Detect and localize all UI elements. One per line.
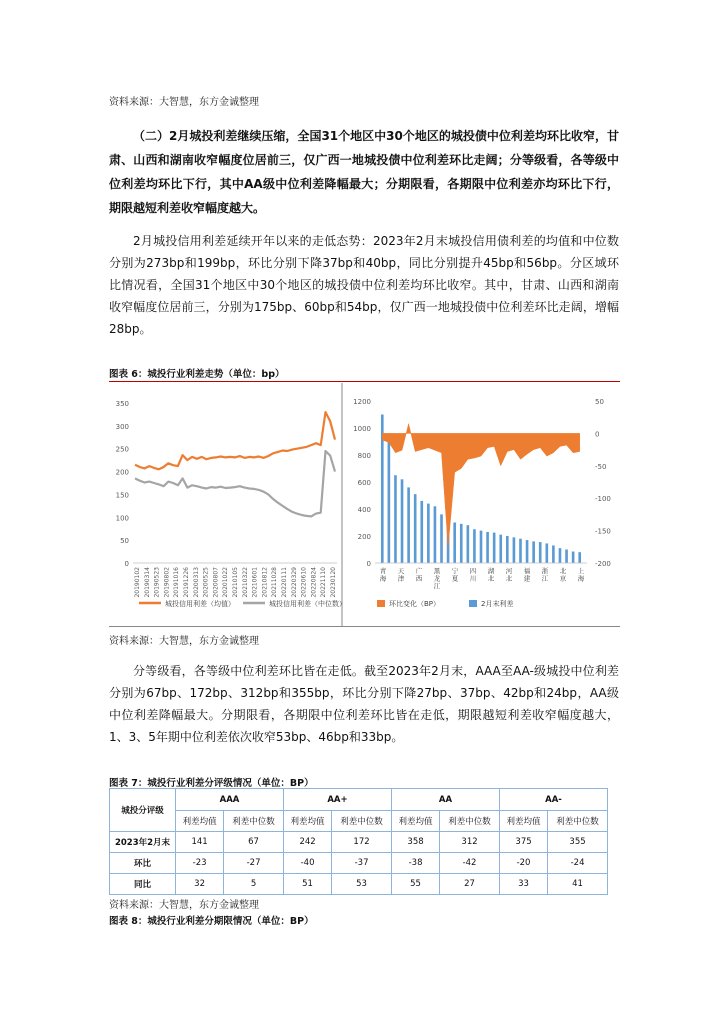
table-cell: 141 bbox=[176, 832, 224, 853]
table-cell: 242 bbox=[283, 832, 331, 853]
row-label: 2023年2月末 bbox=[110, 832, 176, 853]
bar bbox=[539, 542, 542, 563]
table-cell: 172 bbox=[332, 832, 392, 853]
x-tick-label: 20190802 bbox=[163, 567, 171, 598]
subhead-mean: 利差均值 bbox=[391, 811, 439, 832]
legend-swatch bbox=[469, 600, 477, 607]
grade-header-aa: AA bbox=[391, 789, 499, 811]
y-tick-label: 300 bbox=[115, 422, 129, 431]
figure-8-caption: 图表 8：城投行业利差分期限情况（单位：BP） bbox=[109, 916, 314, 927]
bar bbox=[394, 475, 397, 563]
x-tick-label: 20210601 bbox=[251, 567, 259, 598]
bar bbox=[552, 545, 555, 563]
table-cell: 5 bbox=[224, 874, 284, 895]
x-tick-label: 20220824 bbox=[310, 567, 318, 598]
source-note-top: 资料来源：大智慧，东方金诚整理 bbox=[109, 97, 259, 108]
table-row bbox=[110, 853, 608, 874]
row-label: 同比 bbox=[110, 874, 176, 895]
table-cell: -23 bbox=[176, 853, 224, 874]
table-cell: -42 bbox=[440, 853, 500, 874]
table-cell: 375 bbox=[499, 832, 547, 853]
x-tick-label: 20191226 bbox=[183, 567, 190, 598]
y-left-tick-label: 600 bbox=[357, 479, 371, 487]
table-cell: 53 bbox=[332, 874, 392, 895]
x-tick-label: 20211028 bbox=[271, 567, 279, 598]
line-chart-spread-trend bbox=[116, 400, 346, 608]
bar bbox=[414, 494, 417, 563]
table-row bbox=[110, 832, 608, 853]
y-tick-label: 150 bbox=[115, 491, 129, 500]
table-cell: 67 bbox=[224, 832, 284, 853]
y-tick-label: 50 bbox=[120, 537, 129, 546]
figure-6-source: 资料来源：大智慧，东方金诚整理 bbox=[109, 636, 259, 647]
table-cell: 27 bbox=[440, 874, 500, 895]
x-tick-label: 20191016 bbox=[173, 567, 181, 598]
bar bbox=[519, 539, 522, 563]
bar bbox=[506, 536, 509, 563]
subhead-mean: 利差均值 bbox=[283, 811, 331, 832]
grade-header-aa-plus: AA+ bbox=[283, 789, 391, 811]
y-right-tick-label: -50 bbox=[595, 462, 607, 471]
table-cell: -20 bbox=[499, 853, 547, 874]
x-tick-label: 20201022 bbox=[222, 567, 230, 598]
y-tick-label: 100 bbox=[115, 514, 129, 523]
y-tick-label: 250 bbox=[115, 445, 129, 454]
figure-6-bottom-rule bbox=[109, 626, 620, 627]
x-tick-label: 20220111 bbox=[281, 567, 288, 598]
bar bbox=[480, 531, 483, 563]
category-label: 上海 bbox=[577, 567, 585, 583]
bar bbox=[559, 548, 562, 563]
y-tick-label: 0 bbox=[124, 560, 129, 568]
bar bbox=[473, 529, 476, 563]
series-line-median bbox=[135, 451, 335, 516]
bar bbox=[440, 514, 443, 563]
legend-label: 城投信用利差（中位数） bbox=[269, 600, 346, 608]
y-left-tick-label: 1000 bbox=[353, 425, 371, 433]
subhead-median: 利差中位数 bbox=[332, 811, 392, 832]
table-cell: 312 bbox=[440, 832, 500, 853]
x-tick-label: 20210322 bbox=[241, 567, 249, 598]
subhead-mean: 利差均值 bbox=[499, 811, 547, 832]
x-tick-label: 20210105 bbox=[232, 567, 239, 598]
section-heading: （二）2月城投利差继续压缩，全国31个地区中30个地区的城投债中位利差均环比收窄，甘肃、山西和湖南收窄幅度位居前三，仅广西一地城投债中位利差环比走阔；分等级看，各等级中位利差均环比下行，其中AA级中位利差降幅最大；分期限看，各期限中位利差亦均环比下行，期限越短利差收窄幅度越大。 bbox=[109, 129, 619, 215]
table-cell: 41 bbox=[548, 874, 608, 895]
bar bbox=[460, 524, 463, 563]
bar bbox=[388, 433, 391, 563]
bar bbox=[513, 537, 516, 563]
y-tick-label: 350 bbox=[115, 400, 129, 408]
y-left-tick-label: 400 bbox=[357, 506, 371, 514]
y-right-tick-label: 0 bbox=[595, 430, 600, 439]
legend-label: 环比变化（BP） bbox=[389, 600, 441, 608]
bar bbox=[578, 552, 581, 563]
table-row bbox=[110, 874, 608, 895]
table-cell: 51 bbox=[283, 874, 331, 895]
subhead-mean: 利差均值 bbox=[176, 811, 224, 832]
category-label: 浙江 bbox=[541, 567, 549, 583]
x-tick-label: 20210812 bbox=[261, 567, 269, 598]
y-right-tick-label: -150 bbox=[595, 527, 611, 536]
figure-6-charts bbox=[109, 383, 620, 626]
table-cell: 33 bbox=[499, 874, 547, 895]
bar bbox=[526, 540, 529, 563]
x-tick-label: 20230120 bbox=[330, 567, 337, 598]
category-label: 四川 bbox=[469, 567, 477, 583]
category-label: 宁夏 bbox=[451, 567, 459, 583]
y-right-tick-label: -200 bbox=[595, 560, 611, 568]
figure-6-caption: 图表 6：城投行业利差走势（单位：bp） bbox=[109, 369, 285, 380]
figure-7-caption: 图表 7：城投行业利差分评级情况（单位：BP） bbox=[109, 778, 314, 789]
x-tick-label: 20200525 bbox=[202, 567, 210, 598]
category-label: 福建 bbox=[523, 567, 531, 583]
paragraph-credit-spread: 2月城投信用利差延续开年以来的走低态势：2023年2月末城投信用债利差的均值和中位数分别为273bp和199bp，环比分别下降37bp和40bp，同比分别提升45bp和56bp。分区域环比情况看，全国31个地区中30个地区的城投债中位利差均环比收窄。其中，甘肃、山西和湖南收窄幅度位居前三，分别为175bp、60bp和54bp，仅广西一地城投债中位利差环比走阔，增幅28bp。 bbox=[109, 234, 619, 336]
bar bbox=[407, 487, 410, 563]
bar bbox=[572, 552, 575, 563]
rating-spread-table bbox=[109, 788, 608, 895]
y-left-tick-label: 0 bbox=[366, 560, 371, 568]
y-left-tick-label: 1200 bbox=[353, 398, 371, 406]
y-tick-label: 200 bbox=[115, 468, 129, 477]
table-cell: 32 bbox=[176, 874, 224, 895]
y-left-tick-label: 200 bbox=[357, 533, 371, 541]
bar bbox=[493, 533, 496, 563]
x-tick-label: 20190102 bbox=[134, 567, 141, 598]
category-label: 北京 bbox=[559, 567, 567, 583]
category-label: 广西 bbox=[415, 567, 423, 583]
table-cell: 358 bbox=[391, 832, 439, 853]
row-label: 环比 bbox=[110, 853, 176, 874]
table-cell: -27 bbox=[224, 853, 284, 874]
table-cell: 355 bbox=[548, 832, 608, 853]
subhead-median: 利差中位数 bbox=[224, 811, 284, 832]
figure-7-source: 资料来源：大智慧，东方金诚整理 bbox=[109, 900, 259, 911]
x-tick-label: 20190314 bbox=[143, 567, 151, 598]
category-label: 湖北 bbox=[487, 567, 495, 583]
y-right-tick-label: -100 bbox=[595, 495, 611, 504]
bar-chart-regional-spread bbox=[353, 398, 611, 608]
table-cell: -38 bbox=[391, 853, 439, 874]
bar bbox=[545, 543, 548, 563]
x-tick-label: 20220329 bbox=[290, 567, 298, 598]
x-tick-label: 20200313 bbox=[192, 567, 200, 598]
paragraph-grade-term: 分等级看，各等级中位利差环比皆在走低。截至2023年2月末，AAA至AA-级城投中位利差分别为67bp、172bp、312bp和355bp，环比分别下降27bp、37bp、42bp和24bp，AA级中位利差降幅最大。分期限看，各期限中位利差环比皆在走低，期限越短利差收窄幅度越大，1、3、5年期中位利差依次收窄53bp、46bp和33bp。 bbox=[109, 664, 619, 744]
bar bbox=[532, 541, 535, 563]
x-tick-label: 20220610 bbox=[300, 567, 308, 598]
subhead-median: 利差中位数 bbox=[548, 811, 608, 832]
table-cell: -24 bbox=[548, 853, 608, 874]
legend-label: 城投信用利差（均值） bbox=[165, 600, 235, 608]
area-monthly-change bbox=[382, 424, 579, 547]
y-right-tick-label: 50 bbox=[595, 398, 604, 406]
legend-swatch bbox=[377, 600, 385, 607]
bar bbox=[486, 532, 489, 563]
table-cell: 55 bbox=[391, 874, 439, 895]
grade-header-aaa: AAA bbox=[176, 789, 284, 811]
category-label: 黑龙江 bbox=[433, 567, 441, 590]
x-tick-label: 20190523 bbox=[153, 567, 161, 598]
legend-label: 2月末利差 bbox=[481, 600, 514, 608]
category-label: 河北 bbox=[505, 567, 513, 583]
category-label: 天津 bbox=[397, 567, 405, 583]
bar bbox=[467, 525, 470, 563]
bar bbox=[565, 550, 568, 564]
series-line-mean bbox=[135, 412, 335, 469]
bar bbox=[499, 535, 502, 563]
y-left-tick-label: 800 bbox=[357, 452, 371, 460]
bar bbox=[453, 523, 456, 564]
x-tick-label: 20200807 bbox=[212, 567, 220, 598]
bar bbox=[434, 506, 437, 563]
table-corner-label: 城投分评级 bbox=[110, 789, 176, 832]
bar bbox=[427, 504, 430, 563]
bar bbox=[420, 501, 423, 563]
x-tick-label: 20221110 bbox=[320, 567, 328, 598]
subhead-median: 利差中位数 bbox=[440, 811, 500, 832]
category-label: 青海 bbox=[379, 567, 387, 583]
table-cell: -40 bbox=[283, 853, 331, 874]
grade-header-aa-minus: AA- bbox=[499, 789, 607, 811]
figure-6-top-rule bbox=[109, 381, 620, 382]
bar bbox=[401, 479, 404, 563]
table-cell: -37 bbox=[332, 853, 392, 874]
